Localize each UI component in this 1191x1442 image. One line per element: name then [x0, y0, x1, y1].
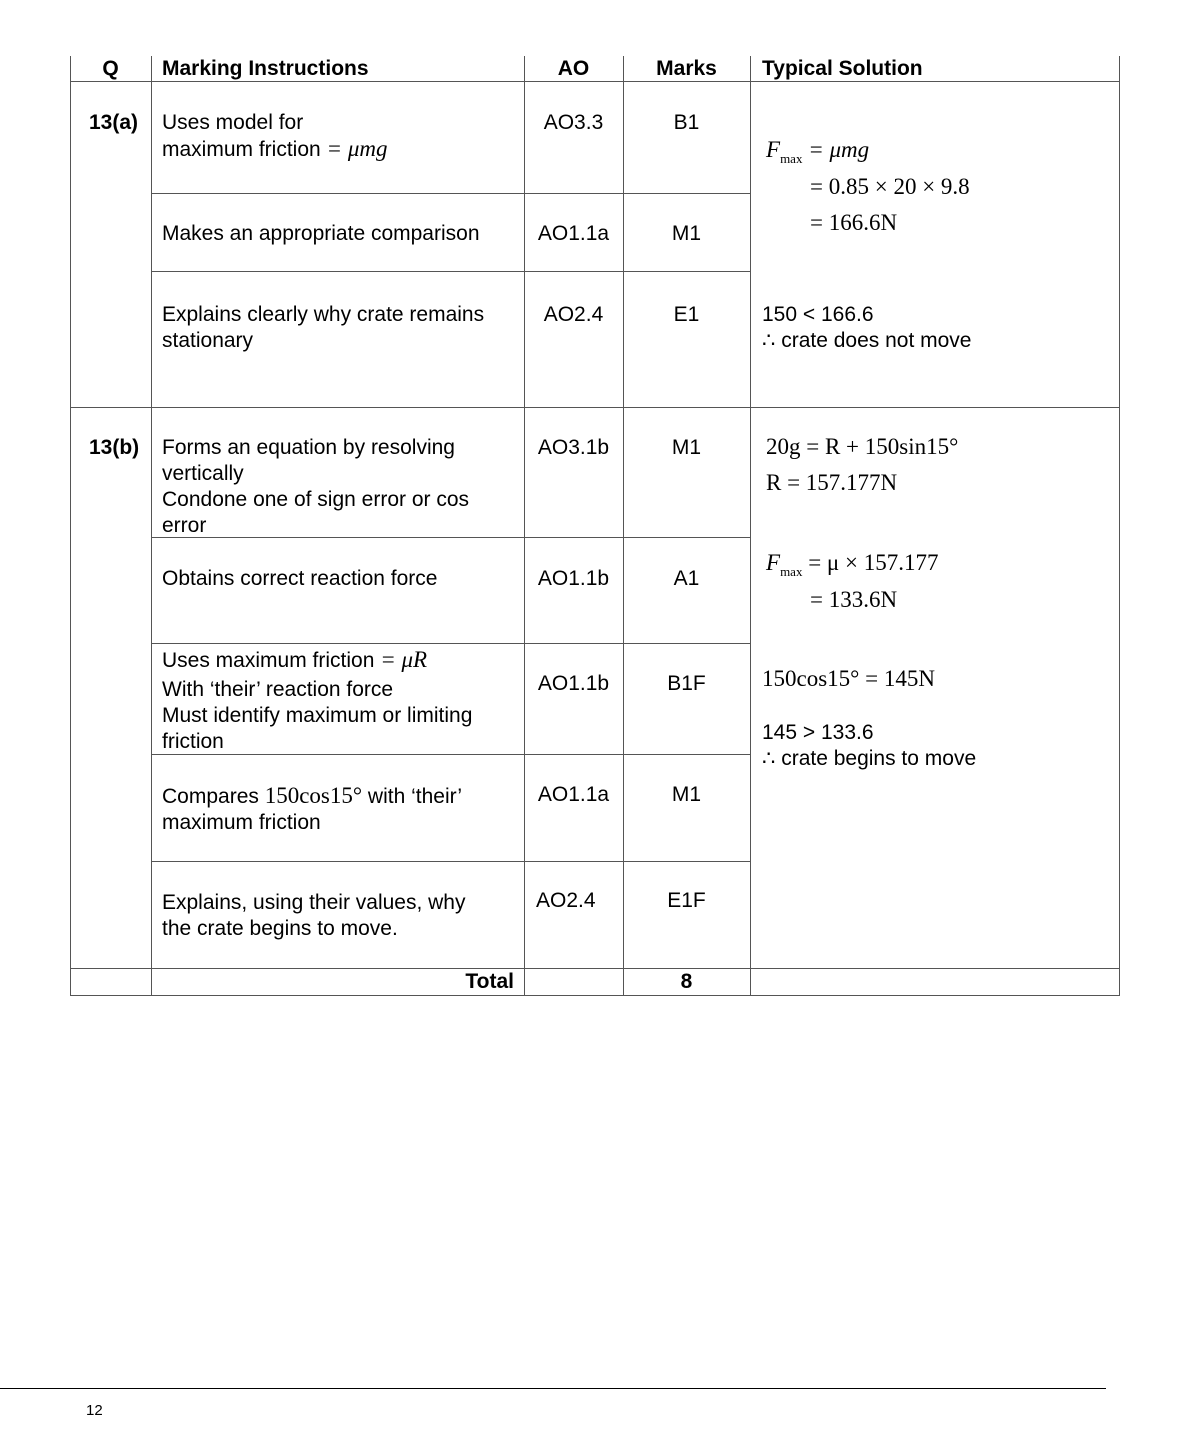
solution-comparison: 145 > 133.6 — [762, 721, 874, 744]
solution-conclusion: ∴ crate begins to move — [762, 747, 977, 770]
ao-code: AO2.4 — [536, 889, 596, 912]
header-q: Q — [102, 57, 119, 80]
mark-code: B1F — [667, 672, 706, 695]
instruction-text: Obtains correct reaction force — [162, 567, 438, 590]
ao-code: AO2.4 — [543, 303, 604, 326]
solution-equation: = 133.6N — [810, 587, 898, 612]
table-border-right — [1119, 56, 1120, 996]
question-label-13b: 13(b) — [89, 436, 140, 459]
solution-equation: 150cos15° = 145N — [762, 666, 935, 691]
instruction-text: Explains clearly why crate remains — [162, 303, 485, 326]
instruction-text: the crate begins to move. — [162, 917, 398, 940]
column-divider-ao — [623, 56, 624, 996]
table-border-left — [70, 56, 71, 996]
ao-code: AO1.1b — [537, 672, 610, 695]
instruction-text: Compares 150cos15° with ‘their’ — [162, 783, 463, 808]
page-number: 12 — [86, 1402, 103, 1419]
instruction-text: Condone one of sign error or cos — [162, 488, 470, 511]
instruction-text: Explains, using their values, why — [162, 891, 466, 914]
header-marking-instructions: Marking Instructions — [162, 57, 369, 80]
instruction-text: maximum friction — [162, 811, 321, 834]
instruction-text: maximum friction = μmg — [162, 136, 388, 161]
solution-equation: $F_{max} = \mu mg$ — [766, 137, 870, 166]
header-marks: Marks — [656, 57, 717, 80]
instruction-text: Forms an equation by resolving — [162, 436, 455, 459]
solution-equation: 20g = R + 150sin15° — [766, 434, 959, 459]
row-rule — [151, 271, 751, 272]
solution-equation: R = 157.177N — [766, 470, 898, 495]
column-divider-instructions — [524, 56, 525, 996]
instruction-text: With ‘their’ reaction force — [162, 678, 394, 701]
row-rule — [151, 754, 751, 755]
mark-code: A1 — [673, 567, 700, 590]
footer-rule — [0, 1388, 1106, 1389]
instruction-text: Makes an appropriate comparison — [162, 222, 480, 245]
header-typical-solution: Typical Solution — [762, 57, 923, 80]
mark-code: E1F — [667, 889, 706, 912]
header-ao: AO — [557, 57, 590, 80]
ao-code: AO1.1a — [537, 783, 610, 806]
instruction-text: Uses maximum friction = μR — [162, 647, 428, 672]
solution-equation: $F_{max} = \mu \times 157.177$ — [766, 550, 939, 579]
row-rule — [151, 643, 751, 644]
total-label: Total — [465, 970, 514, 993]
row-rule — [151, 193, 751, 194]
math-expression: 150cos15° — [264, 783, 363, 808]
table-bottom-rule — [70, 995, 1120, 996]
ao-code: AO1.1b — [537, 567, 610, 590]
mark-code: M1 — [671, 222, 702, 245]
instruction-text: Must identify maximum or limiting — [162, 704, 473, 727]
math-expression: = μR — [380, 647, 428, 672]
mark-code: B1 — [673, 111, 700, 134]
column-divider-marks — [750, 56, 751, 996]
instruction-text: Uses model for — [162, 111, 304, 134]
ao-code: AO3.3 — [543, 111, 604, 134]
solution-equation: = 166.6N — [810, 210, 898, 235]
mark-code: M1 — [671, 436, 702, 459]
total-marks: 8 — [680, 970, 693, 993]
mark-code: M1 — [671, 783, 702, 806]
ao-code: AO3.1b — [537, 436, 610, 459]
row-rule — [151, 861, 751, 862]
instruction-text: stationary — [162, 329, 254, 352]
solution-comparison: 150 < 166.6 — [762, 303, 874, 326]
math-expression: = μmg — [326, 136, 388, 161]
solution-conclusion: ∴ crate does not move — [762, 329, 972, 352]
ao-code: AO1.1a — [537, 222, 610, 245]
instruction-text: vertically — [162, 462, 244, 485]
row-rule — [151, 537, 751, 538]
mark-code: E1 — [673, 303, 700, 326]
part-divider-rule — [70, 407, 1120, 408]
question-label-13a: 13(a) — [89, 111, 139, 134]
column-divider-q — [151, 56, 152, 996]
instruction-text: friction — [162, 730, 224, 753]
solution-equation: = 0.85 × 20 × 9.8 — [810, 174, 970, 199]
instruction-text: error — [162, 514, 207, 537]
